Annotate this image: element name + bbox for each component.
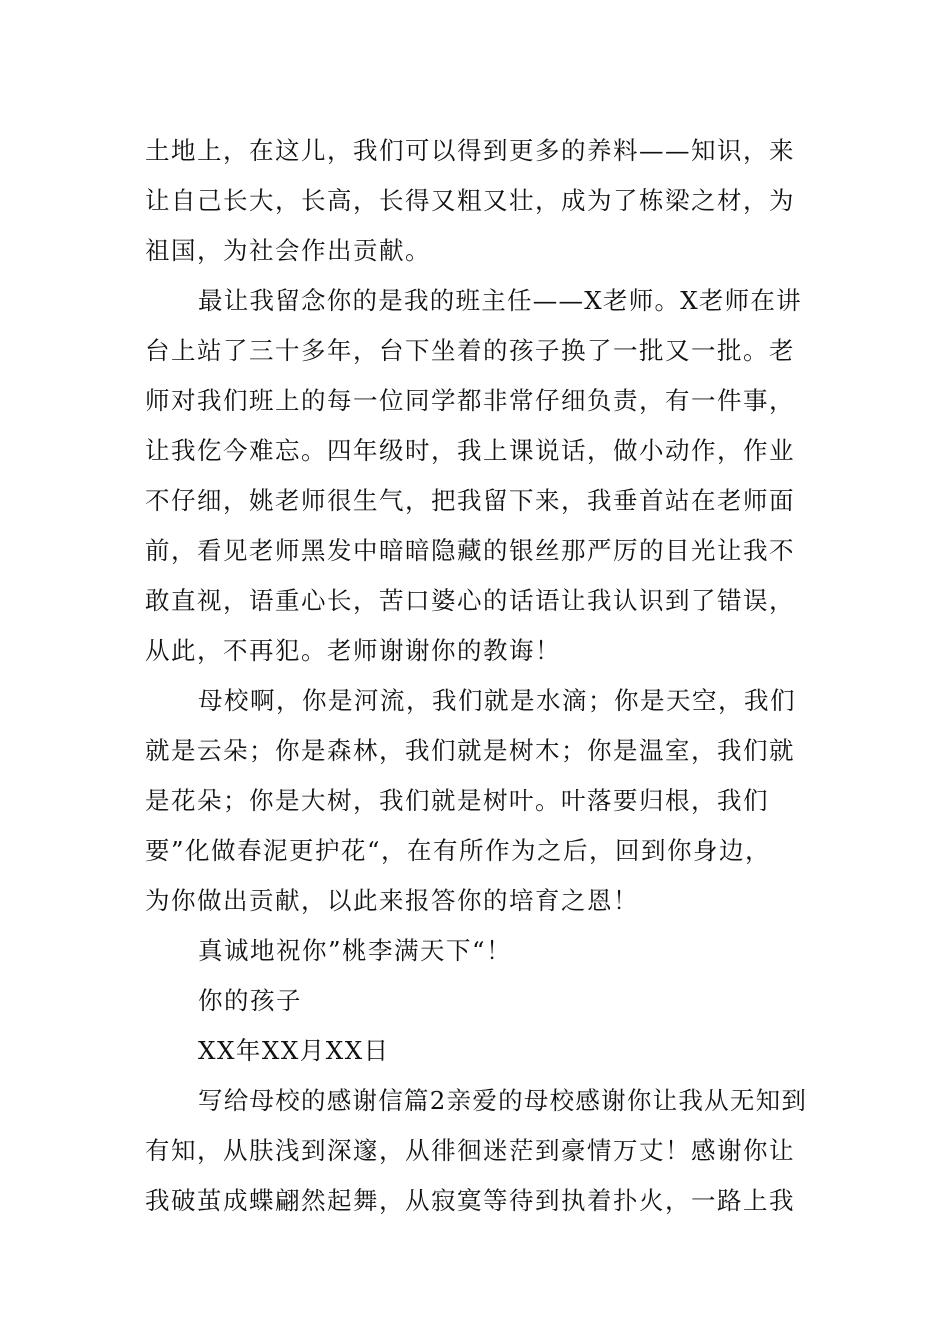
paragraph-3-line-4: 要”化做春泥更护花“，在有所作为之后，回到你身边， — [145, 836, 772, 865]
paragraph-1-line-2: 让自己长大，长高，长得又粗又壮，成为了栋梁之材，为 — [145, 186, 795, 215]
paragraph-3-line-5: 为你做出贡献，以此来报答你的培育之恩！ — [145, 886, 639, 915]
paragraph-2-line-4: 让我仡今难忘。四年级时，我上课说话，做小动作，作业 — [145, 436, 795, 465]
paragraph-1-line-3: 祖国，为社会作出贡献。 — [145, 236, 431, 265]
paragraph-3-line-2: 就是云朵；你是森林，我们就是树木；你是温室，我们就 — [145, 736, 795, 765]
paragraph-4-line-1: 真诚地祝你”桃李满天下“！ — [198, 936, 513, 965]
paragraph-2-line-8: 从此，不再犯。老师谢谢你的教诲！ — [145, 636, 561, 665]
paragraph-7-line-1: 写给母校的感谢信篇2亲爱的母校感谢你让我从无知到 — [198, 1086, 808, 1115]
paragraph-1-line-1: 土地上，在这儿，我们可以得到更多的养料——知识，来 — [145, 136, 795, 165]
paragraph-2-line-2: 台上站了三十多年，台下坐着的孩子换了一批又一批。老 — [145, 336, 795, 365]
paragraph-2-line-7: 敢直视，语重心长，苦口婆心的话语让我认识到了错误， — [145, 586, 795, 615]
paragraph-2-line-3: 师对我们班上的每一位同学都非常仔细负责，有一件事， — [145, 386, 795, 415]
paragraph-3-line-3: 是花朵；你是大树，我们就是树叶。叶落要归根，我们 — [145, 786, 769, 815]
document-body — [145, 126, 807, 1226]
paragraph-2-line-5: 不仔细，姚老师很生气，把我留下来，我垂首站在老师面 — [145, 486, 795, 515]
paragraph-6-line-1: XX年XX月XX日 — [198, 1036, 390, 1065]
paragraph-2-line-6: 前，看见老师黑发中暗暗隐藏的银丝那严厉的目光让我不 — [145, 536, 795, 565]
paragraph-5-line-1: 你的孩子 — [198, 986, 302, 1015]
paragraph-3-line-1: 母校啊，你是河流，我们就是水滴；你是天空，我们 — [198, 686, 796, 715]
paragraph-2-line-1: 最让我留念你的是我的班主任——X老师。X老师在讲 — [198, 286, 802, 315]
paragraph-7-line-2: 有知，从肤浅到深邃，从徘徊迷茫到豪情万丈！感谢你让 — [145, 1136, 795, 1165]
paragraph-7-line-3: 我破茧成蝶翩然起舞，从寂寞等待到执着扑火，一路上我 — [145, 1186, 795, 1215]
